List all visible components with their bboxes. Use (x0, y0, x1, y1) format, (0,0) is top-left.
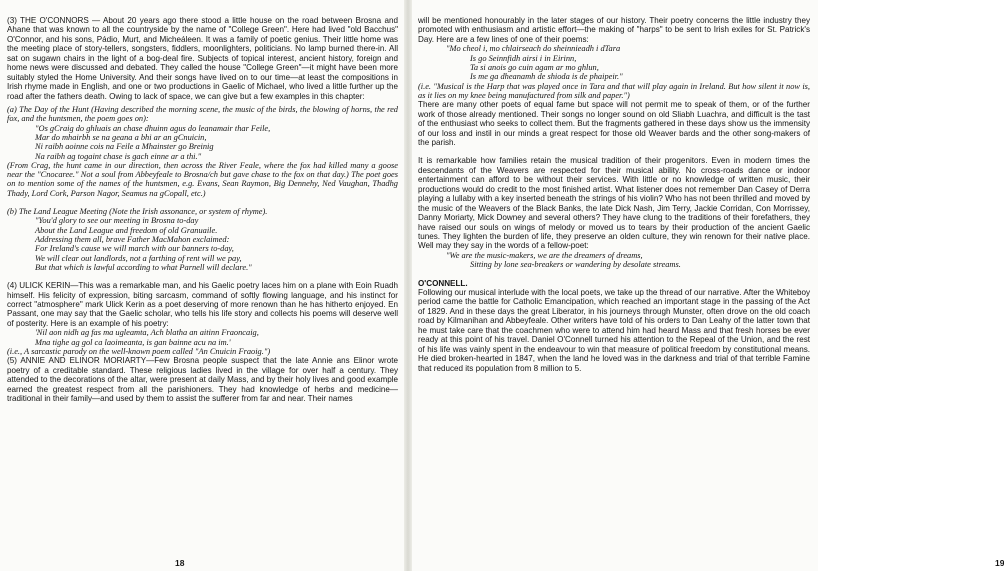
verse-line: Mna tighe ag gol ca laoimeanta, is gan bainne acu na im.' (35, 337, 231, 347)
verse-line: "You'd glory to see our meeting in Brosna to-day (35, 216, 199, 226)
verse-line: Is go Seinnfidh airsi i in Eirinn, (470, 53, 577, 63)
section-heading-oconnell: O'CONNELL. (418, 278, 468, 288)
paragraph-other-poets: There are many other poets of equal fame but space will not permit me to speak of them, or of the further work of those already mentioned. Their songs no longer sound on old Sliabh Luachra, and difficult is the tast of the enthusiast who seeks to collect them. But the fragments gathered in these days show us the immensity of our loss and instil in our minds a great respect for those old Weaver bards and the other song-makers of the parish. (418, 100, 810, 147)
verse-line: About the Land League and freedom of old Granuaile. (35, 225, 218, 235)
book-gutter (404, 0, 412, 571)
verse-line: We will clear out landlords, not a farthing of rent will we pay, (35, 253, 242, 263)
verse-line: "Mo cheol i, mo chlairseach do sheinnieadh i dTara (446, 44, 621, 54)
left-page (0, 0, 404, 571)
verse-line: 'Nil aon nidh ag fas ma ugleamta, Ach blatha an aitinn Fraoncaig, (35, 328, 259, 338)
verse-line: "We are the music-makers, we are the dreamers of dreams, (446, 250, 643, 260)
section-the-oconnors: (3) THE O'CONNORS — About 20 years ago there stood a little house on the road between Brosna and Ahane that was known to all the countryside by the name of "College Green". Here had lived "old Bacchus" O'Connor, and his sons, Pádio, Murt, and Micheáleen. It was a family of poetic genius. Their little home was the meeting place of story-tellers, songsters, fiddlers, moonlighters, politicians. No lamp burned there-in. All sat on sugawn chairs in the light of a bog-deal fire. Subjects of topical interest, ancient history, foreign and home news were discussed and debated. They called the house "College Green"—it might have been more suitably styled the Home University. And their songs have lived on to our time—at least the compositions in Irish rhyme made in English, and one or two productions in Gaelic of Michael, who lived a little further up the road after the fathers death. Owing to lack of space, we can give but a few examples in this chapter: (7, 16, 398, 101)
verse-line: Ni raibh aoinne cois na Feile a Mhainster go Breinig (35, 142, 214, 152)
verse-line: Na raibh ag togaint chase is gach einne ar a thi." (35, 151, 202, 161)
poem-translation: (i.e., A sarcastic parody on the well-known poem called "An Cnuicin Fraoig.") (7, 346, 271, 356)
section-ulick-kerin: (4) ULICK KERIN—This was a remarkable man, and his Gaelic poetry laces him on a plane with Eoin Ruadh himself. His felicity of expression, biting sarcasm, command of softly flowing language, and his instinct for correct "atmosphere" mark Ulick Kerin as a poet deserving of more renown than he has hitherto enjoyed. En Passant, one may say that the Gaelic scholar, who tells his life story and collects his poems will deserve well of posterity. Here is an example of his poetry: (7, 281, 398, 328)
right-page (412, 0, 1004, 571)
verse-line: Sitting by lone sea-breakers or wandering by desolate streams. (470, 260, 681, 270)
verse-line: "Os gCraig do ghluais an chase dhuinn agus do leanamair thar Feile, (35, 123, 271, 133)
verse-line: Ta si anois go cuin agam ar mo ghlun, (470, 62, 599, 72)
poem-translation: (From Crag, the hunt came in our direction, then across the River Feale, where the fox had killed many a goose near the "Cnocaree." Not a soul from Abbeyfeale to Brosna/ch but gave chase to the fox on that day.) The poet goes on to mention some of the names of the huntsmen, e.g. Evans, Sean Raymon, Big Dennehy, Ned Vaughan, Thadhg Thady, Lord Cork, Parson Nagor, Seamus na gCopall, etc.) (7, 160, 398, 198)
verse-line: Addressing them all, brave Father MacMahon exclaimed: (35, 234, 230, 244)
paragraph-harps: will be mentioned honourably in the later stages of our history. Their poetry concerns the little industry they promoted with enthusiasm and artistic effort—the making of "harps" to be sent to Irish exiles for St. Patrick's Day. Here are a few lines of one of their poems: (418, 16, 810, 44)
verse-line: For Ireland's cause we will march with our banners to-day, (35, 244, 234, 254)
page-number: 18 (175, 557, 185, 568)
paragraph-oconnell: Following our musical interlude with the local poets, we take up the thread of our narrative. After the Whiteboy period came the battle for Catholic Emancipation, which reached an important stage in the passing of the Act of 1829. And in these days the great Liberator, in his journeys through Munster, often drove on the old coach road by Kilmanihan and Abbeyfeale. Other writers have told of his orders to Dan Leahy of the latter town that he must take care that the coachmen who were to attend him had heard Mass and that fresh horses be ever ready at this point of his travel. Daniel O'Connell turned his attention to the Repeal of the Union, and the rest of his life was vainly spent in the endeavour to win that measure of political freedom by constitutional means. He died broken-hearted in 1847, when the land he loved was in the darkness and trial of that terrible Famine that reduced its population from 8 million to 5. (418, 287, 810, 373)
paragraph-musical-tradition: It is remarkable how families retain the musical tradition of their progenitors. Even in modern times the descendants of the Weavers are respected for their musical ability. No cross-roads dance or indoor entertainment can afford to be without their services. With little or no knowledge of written music, their productions would do credit to the most finished artist. What listener does not remember Dan Casey of Derra playing a lullaby with a key inserted beneath the strings of his violin? Who has not been thrilled and moved by the music of the Weavers of the Black Banks, the late Dick Nash, Jim Terry, Jackie Corridan, Con Morrissey, Danny Moriarty, Mick Downey and several others? They have clung to the traditions of their forefathers, they have raised our souls on wings of melody or moved us to tears by their production of the ancient Gaelic tunes. They lighten the burden of life, they preserve an olden culture, they win renown for their native place. Well may they say in the words of a fellow-poet: (418, 156, 810, 251)
verse-line: Is me ga dheanamh de shioda is de phaipeir." (470, 72, 623, 82)
page-number: 19 (995, 557, 1004, 568)
poem-intro-day-of-the-hunt: (a) The Day of the Hunt (Having described the morning scene, the music of the birds, the blowing of horns, the red fox, and the huntsmen, the poem goes on): (7, 105, 398, 124)
verse-line: But that which is lawful according to what Parnell will declare." (35, 262, 252, 272)
poem-translation: (i.e. "Musical is the Harp that was played once in Tara and that will play again in Ireland. But how silent it now is, as it lies on my knee being manufactured from silk and paper.") (418, 81, 810, 100)
poem-intro-land-league: (b) The Land League Meeting (Note the Irish assonance, or system of rhyme). (7, 207, 268, 217)
section-moriarty-sisters: (5) ANNIE AND ELINOR MORIARTY—Few Brosna people suspect that the late Annie ans Elinor wrote poetry of a creditable standard. These religious ladies lived in the village for over half a century. They attended to the decorations of the altar, were present at daily Mass, and by their holy lives and good example earned the greatest respect from all the parishioners. They had knowledge of herbs and medicine—traditional in their family—and used by them to assist the sufferer from far and near. Their names (7, 356, 398, 404)
verse-line: Mar do mhairbh se na geana a bhi ar an gCnuicin, (35, 132, 207, 142)
